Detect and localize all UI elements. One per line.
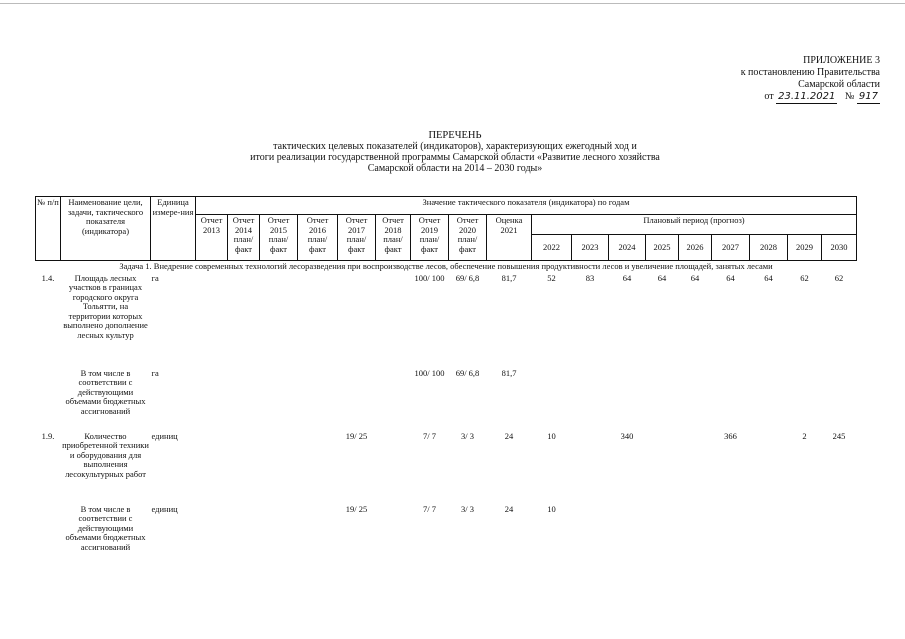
row-val [196, 431, 228, 504]
appendix-date-line [700, 91, 880, 104]
row-val: 69/ 6,8 [455, 272, 480, 283]
row-val [228, 431, 260, 504]
row-plan: 62 [834, 272, 844, 283]
row-val [260, 368, 298, 431]
row-plan: 10 [547, 430, 556, 441]
row-val: 24 [504, 430, 514, 441]
number-label: № [844, 91, 855, 102]
indicators-table [35, 196, 857, 564]
row-val [260, 273, 298, 368]
header-year-6: Отчет 2019 план/ факт [411, 215, 449, 261]
heading-line3: Самарской области на 2014 – 2030 годы» [367, 163, 543, 174]
header-year-1: Отчет 2014 план/ факт [228, 215, 260, 261]
row-plan [609, 368, 646, 431]
row-val: 100/ 100 [414, 367, 445, 378]
row-unit: га [151, 272, 159, 283]
row-num [36, 368, 61, 431]
row-plan: 245 [832, 430, 846, 441]
header-year-7: Отчет 2020 план/ факт [449, 215, 487, 261]
row-plan [750, 368, 788, 431]
plan-year-1: 2023 [572, 235, 609, 261]
row-val [260, 504, 298, 564]
row-plan [679, 504, 712, 564]
row-plan [679, 431, 712, 504]
header-num: № п/п [36, 197, 61, 261]
row-num [36, 504, 61, 564]
row-val [338, 273, 376, 368]
row-name: Количество приобретенной техники и оборудования для выполнения лесокультурных работ [62, 430, 149, 479]
row-val [298, 273, 338, 368]
row-val: 24 [504, 503, 514, 514]
row-unit: единиц [151, 503, 178, 514]
row-plan: 64 [622, 272, 632, 283]
header-year-0: Отчет 2013 [196, 215, 228, 261]
row-name: Площадь лесных участков в границах городского округа Тольятти, на территории которых выполнено дополнение лесных культур [63, 272, 148, 340]
row-plan [609, 504, 646, 564]
row-num: 1.4. [41, 272, 55, 283]
plan-year-3: 2025 [646, 235, 679, 261]
header-year-4: Отчет 2017 план/ факт [338, 215, 376, 261]
row-val: 19/ 25 [345, 503, 368, 514]
row-val [228, 368, 260, 431]
row-plan: 64 [764, 272, 773, 283]
plan-year-2: 2024 [609, 235, 646, 261]
plan-year-4: 2026 [679, 235, 712, 261]
row-val [228, 273, 260, 368]
plan-year-5: 2027 [712, 235, 750, 261]
row-plan: 64 [690, 272, 700, 283]
appendix-title: ПРИЛОЖЕНИЕ 3 [803, 55, 880, 66]
row-val [228, 504, 260, 564]
row-plan [572, 431, 609, 504]
row-name: В том числе в соответствии с действующими объемами бюджетных ассигнований [65, 503, 146, 552]
header-year-5: Отчет 2018 план/ факт [376, 215, 411, 261]
row-plan [646, 368, 679, 431]
row-plan: 52 [547, 272, 556, 283]
plan-year-0: 2022 [532, 235, 572, 261]
heading-title: ПЕРЕЧЕНЬ [428, 130, 482, 141]
row-plan [750, 431, 788, 504]
appendix-line1: к постановлению Правительства [740, 67, 880, 78]
task-row: Задача 1. Внедрение современных технологий лесоразведения при воспроизводстве лесов, обеспечение повышения продуктивности лесов и увеличение площадей, занятых лесами [119, 261, 773, 271]
heading-line1: тактических целевых показателей (индикаторов), характеризующих ежегодный ход и [273, 141, 637, 152]
row-plan: 340 [620, 430, 634, 441]
row-plan [712, 504, 750, 564]
heading-line2: итоги реализации государственной программы Самарской области «Развитие лесного хозяйства [250, 152, 660, 163]
appendix-block [700, 55, 880, 104]
row-plan [572, 368, 609, 431]
row-plan [572, 504, 609, 564]
row-val: 81,7 [501, 272, 517, 283]
plan-year-6: 2028 [750, 235, 788, 261]
decree-date: 23.11.2021 [778, 91, 836, 102]
row-val: 69/ 6,8 [455, 367, 480, 378]
document-heading [200, 130, 710, 174]
row-plan [712, 368, 750, 431]
plan-year-8: 2030 [822, 235, 857, 261]
row-val [338, 368, 376, 431]
row-val [196, 504, 228, 564]
row-plan: 64 [726, 272, 735, 283]
header-year-3: Отчет 2016 план/ факт [298, 215, 338, 261]
row-plan [788, 504, 822, 564]
row-val: 3/ 3 [461, 503, 474, 514]
row-val [196, 273, 228, 368]
row-val: 3/ 3 [461, 430, 474, 441]
row-val [376, 273, 411, 368]
row-unit: га [151, 367, 159, 378]
row-plan [788, 368, 822, 431]
row-val: 81,7 [501, 367, 517, 378]
row-plan: 2 [802, 430, 807, 441]
row-plan [646, 431, 679, 504]
row-val: 7/ 7 [423, 503, 436, 514]
row-plan: 83 [585, 272, 595, 283]
row-val: 7/ 7 [423, 430, 436, 441]
row-plan: 10 [547, 503, 556, 514]
plan-year-7: 2029 [788, 235, 822, 261]
row-val [376, 431, 411, 504]
row-plan: 64 [657, 272, 667, 283]
row-val [376, 368, 411, 431]
row-plan [532, 368, 572, 431]
row-plan: 366 [724, 430, 737, 441]
row-val [260, 431, 298, 504]
row-val [298, 368, 338, 431]
header-unit: Единица измере-ния [151, 197, 196, 261]
decree-number: 917 [858, 91, 878, 102]
row-plan: 62 [800, 272, 809, 283]
row-unit: единиц [151, 430, 178, 441]
row-num: 1.9. [41, 430, 55, 441]
page-top-border [0, 3, 905, 4]
header-year-8: Оценка 2021 [487, 215, 532, 261]
row-plan [822, 504, 857, 564]
header-values: Значение тактического показателя (индикатора) по годам [196, 197, 857, 215]
row-val [298, 431, 338, 504]
header-year-2: Отчет 2015 план/ факт [260, 215, 298, 261]
appendix-line2: Самарской области [798, 79, 880, 90]
row-plan [750, 504, 788, 564]
row-plan [679, 368, 712, 431]
row-val [196, 368, 228, 431]
row-val: 100/ 100 [414, 272, 445, 283]
row-plan [646, 504, 679, 564]
row-name: В том числе в соответствии с действующими объемами бюджетных ассигнований [65, 367, 146, 416]
header-name: Наименование цели, задачи, тактического показателя (индикатора) [61, 197, 151, 261]
row-plan [822, 368, 857, 431]
row-val [376, 504, 411, 564]
row-val [298, 504, 338, 564]
header-plan: Плановый период (прогноз) [532, 215, 857, 235]
from-label: от [764, 91, 774, 102]
row-val: 19/ 25 [345, 430, 368, 441]
